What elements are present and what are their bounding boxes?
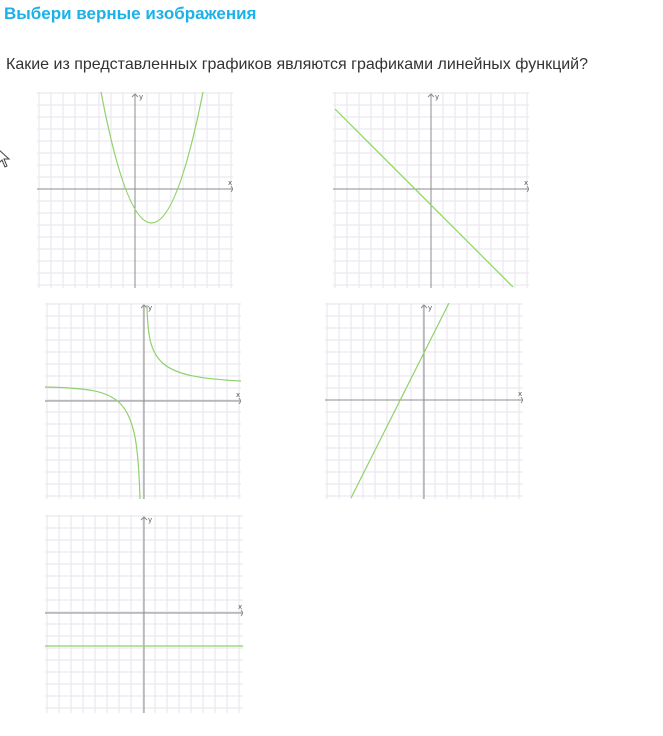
line-decreasing-graph bbox=[333, 92, 529, 288]
parabola-curve bbox=[101, 92, 203, 223]
cursor-arrow-icon bbox=[0, 148, 11, 168]
x-axis-label: x bbox=[518, 390, 523, 398]
line-horizontal-graph bbox=[45, 515, 243, 713]
x-axis-label: x bbox=[524, 179, 529, 187]
hyperbola-graph bbox=[45, 303, 241, 499]
graph-option-line-increasing[interactable] bbox=[325, 303, 523, 499]
graph-option-parabola[interactable] bbox=[37, 92, 233, 288]
y-axis-label: y bbox=[148, 304, 153, 312]
graph-option-line-decreasing[interactable] bbox=[333, 92, 529, 288]
x-axis-label: x bbox=[236, 391, 241, 399]
question-text: Какие из представленных графиков являются графиками линейных функций? bbox=[6, 56, 589, 73]
page-title: Выбери верные изображения bbox=[4, 4, 257, 23]
y-axis-label: y bbox=[148, 516, 153, 524]
graph-option-line-horizontal[interactable] bbox=[45, 515, 243, 713]
line-increasing-graph bbox=[325, 303, 523, 499]
parabola-graph bbox=[37, 92, 233, 288]
x-axis-label: x bbox=[228, 179, 233, 187]
graph-option-hyperbola[interactable] bbox=[45, 303, 241, 499]
decreasing-line bbox=[335, 109, 513, 287]
y-axis-label: y bbox=[435, 93, 440, 101]
y-axis-label: y bbox=[139, 93, 144, 101]
x-axis-label: x bbox=[238, 603, 243, 611]
y-axis-label: y bbox=[428, 304, 433, 312]
